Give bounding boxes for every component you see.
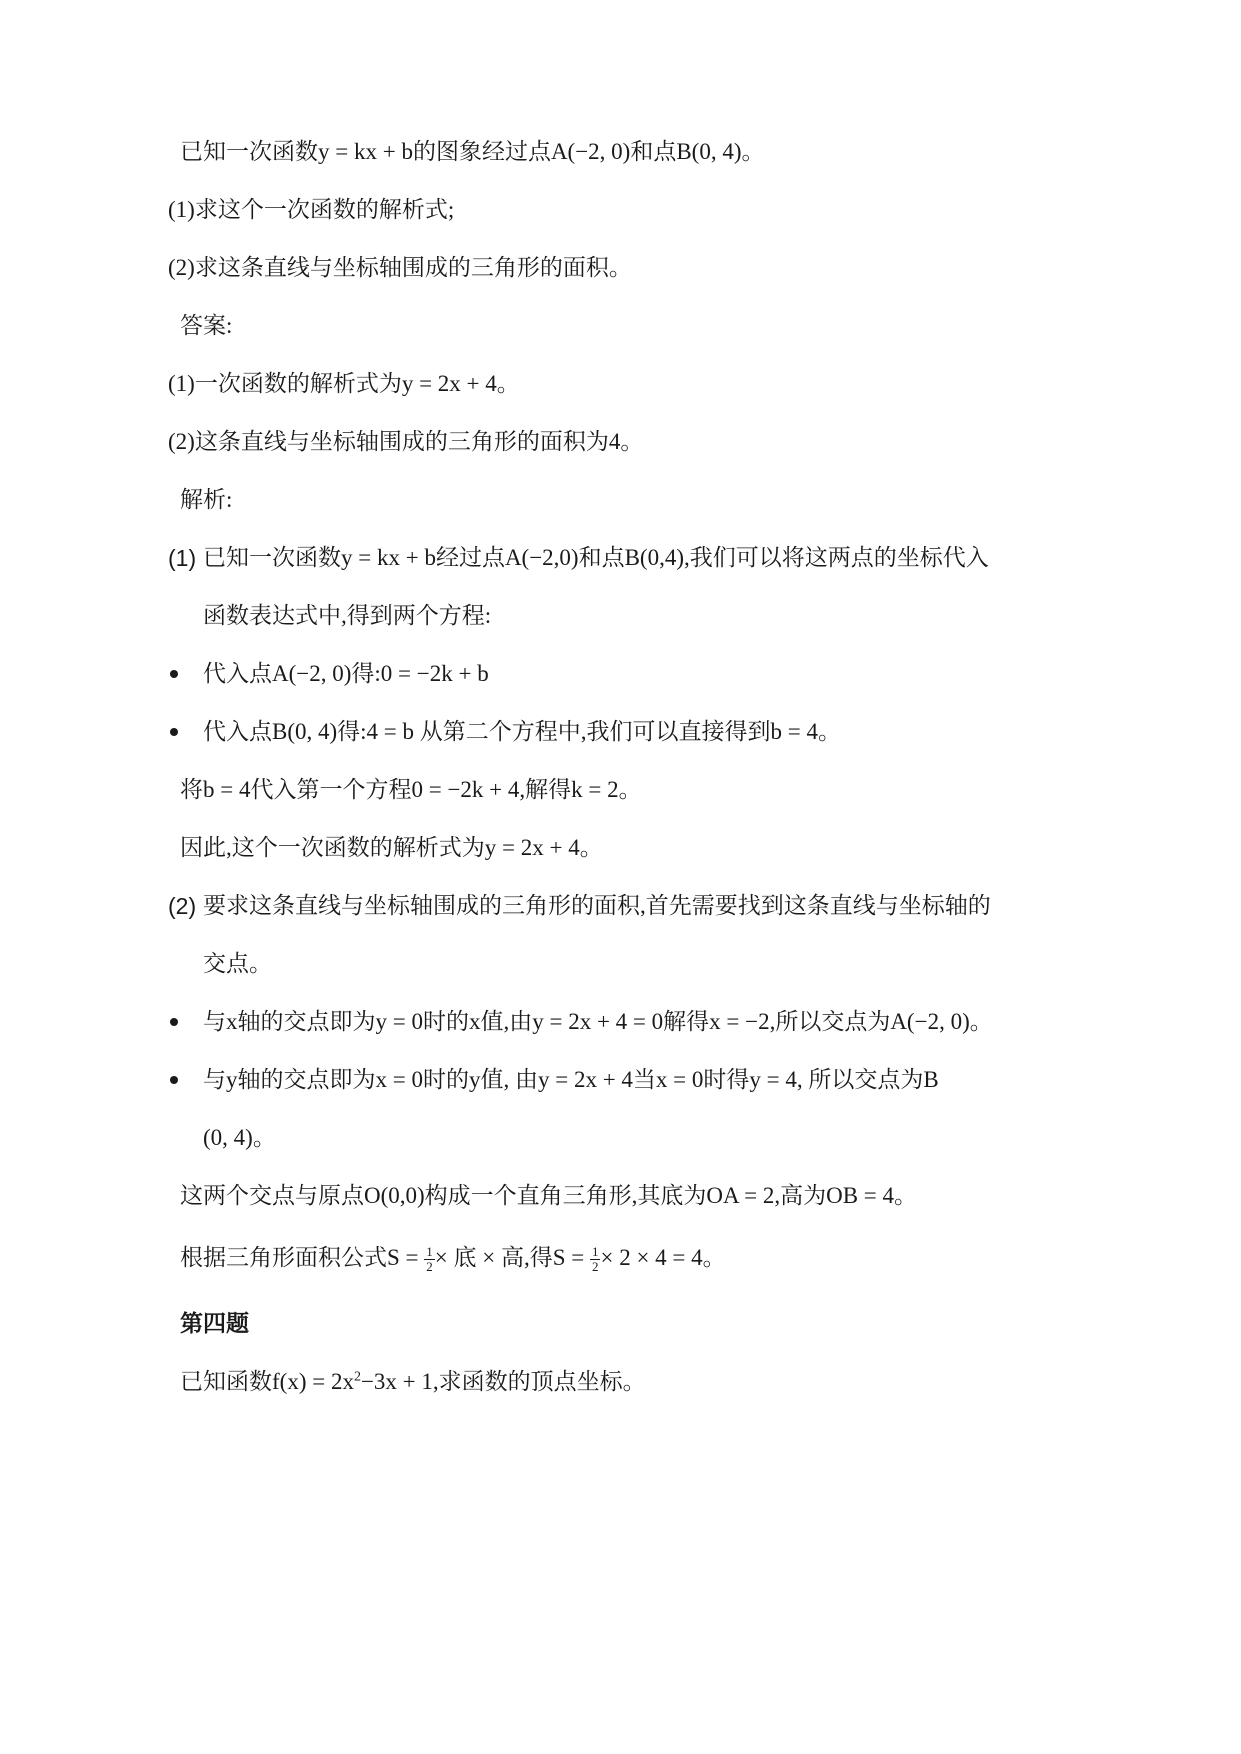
analysis-bullet2: 代入点B(0, 4)得:4 = b 从第二个方程中,我们可以直接得到b = 4。 [203, 719, 841, 744]
analysis-part1-line1: 已知一次函数y = kx + b经过点A(−2,0)和点B(0,4),我们可以将这两点的坐标代入 [203, 545, 989, 570]
area-formula-suffix: × 2 × 4 = 4。 [600, 1245, 726, 1270]
problem3-question1: (1)求这个一次函数的解析式; [168, 197, 455, 222]
problem4-stem-prefix: 已知函数f(x) = 2x [180, 1369, 354, 1394]
analysis-bullet3: 与x轴的交点即为y = 0时的x值,由y = 2x + 4 = 0解得x = −2,所以交点为A(−2, 0)。 [203, 1009, 993, 1034]
analysis-bullet4-line2: (0, 4)。 [203, 1125, 276, 1150]
analysis-part1-marker: (1) [168, 545, 197, 571]
problem4-heading: 第四题 [180, 1311, 249, 1336]
problem4-stem [180, 1366, 646, 1398]
fraction-numerator: 1 [426, 1244, 433, 1260]
fraction-half [590, 1245, 601, 1274]
bullet-dot [170, 728, 178, 736]
fraction-numerator: 1 [591, 1244, 599, 1260]
exponent: 2 [353, 1369, 361, 1385]
fraction-denominator: 2 [591, 1259, 599, 1275]
analysis-bullet4-line1: 与y轴的交点即为x = 0时的y值, 由y = 2x + 4当x = 0时得y = 4, 所以交点为B [203, 1067, 939, 1092]
analysis-bullet1: 代入点A(−2, 0)得:0 = −2k + b [203, 661, 489, 686]
area-formula-prefix: 根据三角形面积公式S = [180, 1245, 425, 1270]
analysis-part2-marker: (2) [168, 893, 197, 919]
answer-part2: (2)这条直线与坐标轴围成的三角形的面积为4。 [168, 429, 644, 454]
problem3-stem: 已知一次函数y = kx + b的图象经过点A(−2, 0)和点B(0, 4)。 [180, 139, 765, 164]
analysis-conclusion1: 因此,这个一次函数的解析式为y = 2x + 4。 [180, 835, 603, 860]
analysis-heading: 解析: [180, 487, 233, 512]
area-formula-middle: × 底 × 高,得S = [434, 1245, 590, 1270]
analysis-triangle: 这两个交点与原点O(0,0)构成一个直角三角形,其底为OA = 2,高为OB = 4。 [180, 1183, 918, 1208]
analysis-substitution: 将b = 4代入第一个方程0 = −2k + 4,解得k = 2。 [180, 777, 642, 802]
analysis-part2-line1: 要求这条直线与坐标轴围成的三角形的面积,首先需要找到这条直线与坐标轴的 [203, 893, 991, 918]
fraction-denominator: 2 [426, 1259, 433, 1275]
answer-part1: (1)一次函数的解析式为y = 2x + 4。 [168, 371, 520, 396]
answer-heading: 答案: [180, 313, 233, 338]
fraction-half [424, 1245, 435, 1274]
problem3-question2: (2)求这条直线与坐标轴围成的三角形的面积。 [168, 255, 632, 280]
bullet-dot [170, 670, 178, 678]
analysis-part1-line2: 函数表达式中,得到两个方程: [203, 603, 492, 628]
problem4-stem-suffix: −3x + 1,求函数的顶点坐标。 [360, 1369, 646, 1394]
analysis-area-formula [180, 1242, 726, 1274]
bullet-dot [170, 1076, 178, 1084]
bullet-dot [170, 1018, 178, 1026]
analysis-part2-line2: 交点。 [203, 951, 272, 976]
